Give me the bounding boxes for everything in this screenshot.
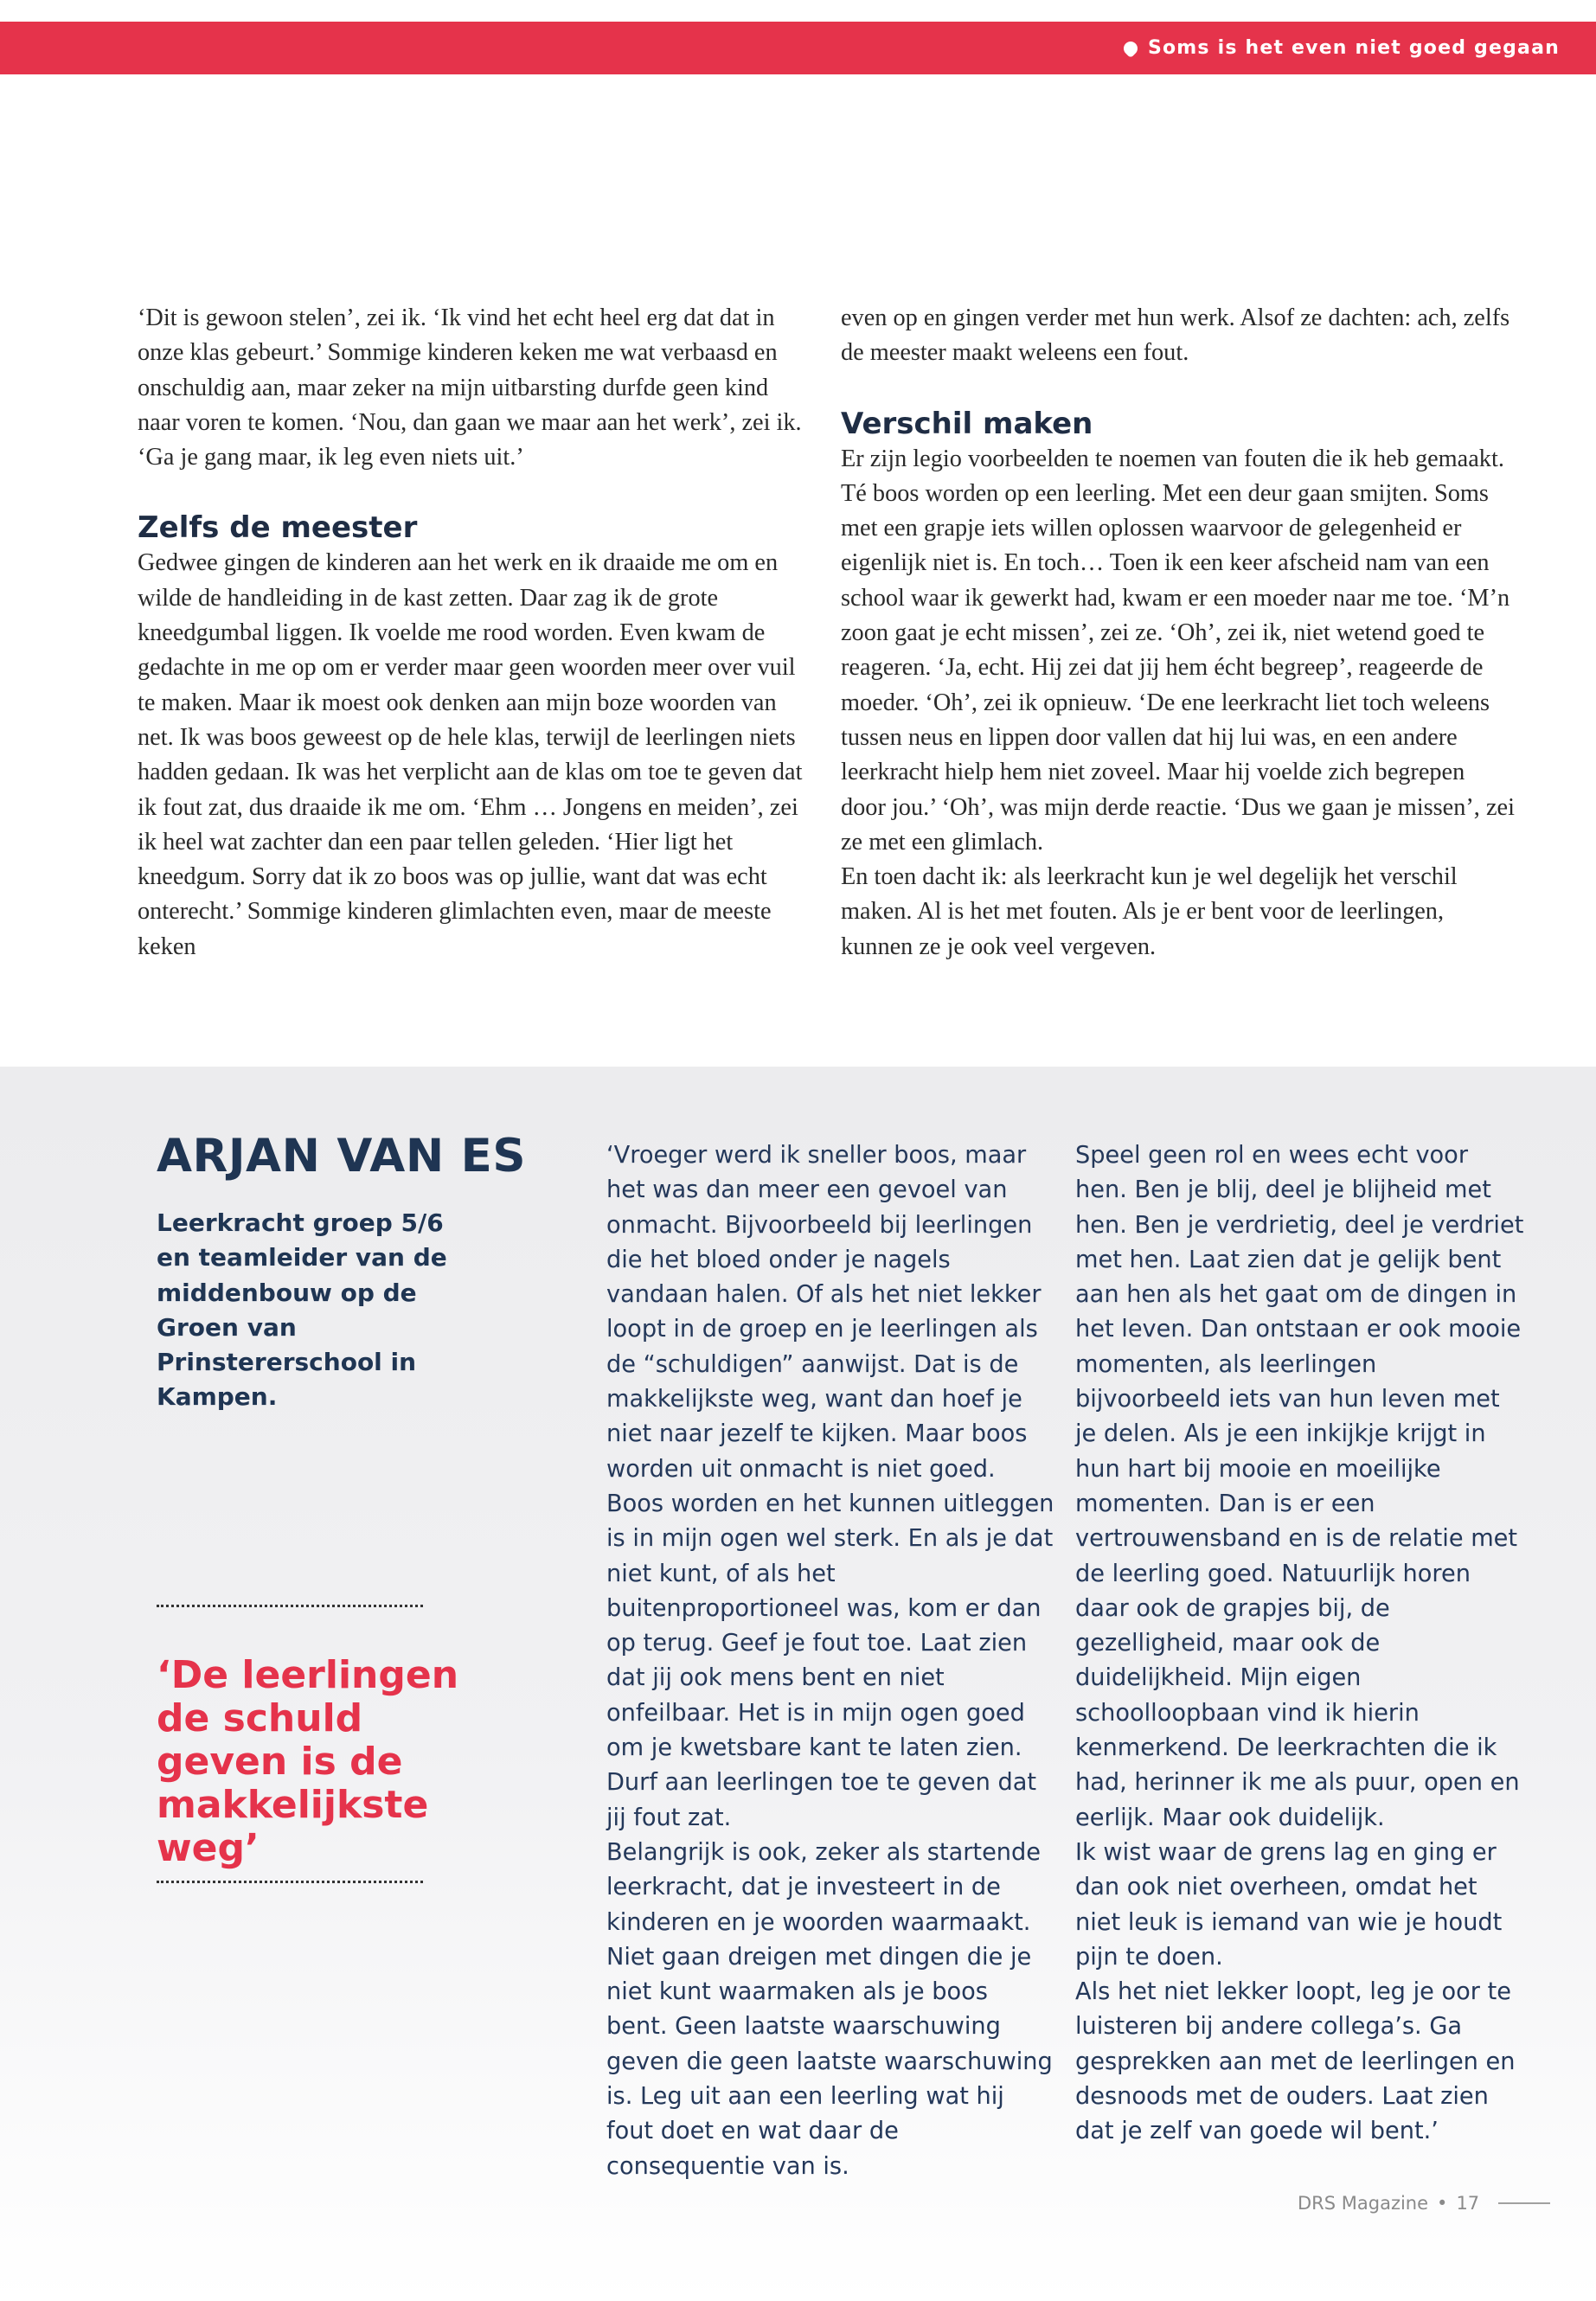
story-paragraph: En toen dacht ik: als leerkracht kun je wel degelijk het verschil maken. Al is het met fouten. Als je er bent voor de leerlingen, kunnen ze je ook veel vergeven. [841,863,1458,960]
story-paragraph: Gedwee gingen de kinderen aan het werk en ik draaide me om en wilde de handleiding in de kast zetten. Daar zag ik de grote kneedgumbal liggen. Ik voelde me rood worden. Even kwam de gedachte in me op om er verder maar geen woorden meer over vuil te maken. Maar ik moest ook denken aan mijn boze woorden van net. Ik was boos geweest op de hele klas, terwijl de leerlingen niets hadden gedaan. Ik was het verplicht aan de klas om toe te geven dat ik fout zat, dus draaide ik me om. ‘Ehm … Jongens en meiden’, zei ik heel wat zachter dan een paar tellen geleden. ‘Hier ligt het kneedgum. Sorry dat ik zo boos was op jullie, want dat was echt onterecht.’ Sommige kinderen glimlachten even, maar de meeste keken [138,549,803,960]
section-label-text: Soms is het even niet goed gegaan [1147,37,1560,59]
profile-role: Leerkracht groep 5/6 en teamleider van de middenbouw op de Groen van Prinstererschool in Kampen. [157,1208,447,1412]
heading-zelfs-de-meester: Zelfs de meester [138,510,418,546]
dotted-divider-top [157,1605,423,1607]
profile-paragraph: Belangrijk is ook, zeker als startende leerkracht, dat je investeert in de kinderen en je woorden waarmaakt. Niet gaan dreigen met dingen die je niet kunt waarmaken als je boos bent. Geen laatste waarschuwing geven die geen laatste waarschuwing is. Leg uit aan een leerling wat hij fout doet en wat daar de consequentie van is. [606,1838,1053,2180]
story-column-2 [841,301,1516,965]
page-footer [1298,2190,1596,2216]
profile-paragraph: Ik wist waar de grens lag en ging er dan ook niet overheen, omdat het niet leuk is iemand van wie je houdt pijn te doen. [1075,1838,1503,1971]
footer-rule [1498,2202,1550,2204]
pull-quote: ‘De leerlingen de schuld geven is de makkelijkste weg’ [157,1653,459,1870]
header-bar [0,22,1596,74]
section-label [1124,37,1560,59]
page-number: 17 [1456,2193,1480,2214]
profile-paragraph: Boos worden en het kunnen uitleggen is in mijn ogen wel sterk. En als je dat niet kunt, of als het buitenproportioneel was, kom er dan op terug. Geef je fout toe. Laat zien dat jij ook mens bent en niet onfeilbaar. Het is in mijn ogen goed om je kwetsbare kant te laten zien. Durf aan leerlingen toe te geven dat jij fout zat. [606,1490,1054,1831]
profile-column-2 [1075,1138,1525,2150]
magazine-name: DRS Magazine [1298,2193,1429,2214]
speech-bubble-icon [1121,38,1141,58]
story-paragraph: Er zijn legio voorbeelden te noemen van fouten die ik heb gemaakt. Té boos worden op een leerling. Met een deur gaan smijten. Soms met een grapje iets willen oplossen waarvoor de gelegenheid er eigenlijk niet is. En toch… Toen ik een keer afscheid nam van een school waar ik gewerkt had, kwam er een moeder naar me toe. ‘M’n zoon gaat je echt missen’, zei ze. ‘Oh’, zei ik, niet wetend goed te reageren. ‘Ja, echt. Hij zei dat jij hem écht begreep’, reageerde de moeder. ‘Oh’, zei ik opnieuw. ‘De ene leerkracht liet toch weleens tussen neus en lippen door vallen dat hij lui was, en een andere leerkracht hielp hem niet zoveel. Maar hij voelde zich begrepen door jou.’ ‘Oh’, was mijn derde reactie. ‘Dus we gaan je missen’, zei ze met een glimlach. [841,445,1515,856]
profile-name: ARJAN VAN ES [157,1130,526,1183]
profile-paragraph: ‘Vroeger werd ik sneller boos, maar het was dan meer een gevoel van onmacht. Bijvoorbeeld bij leerlingen die het bloed onder je nagels vandaan halen. Of als het niet lekker loopt in de groep en je leerlingen als de “schuldigen” aanwijst. Dat is de makkelijkste weg, want dan hoef je niet naar jezelf te kijken. Maar boos worden uit onmacht is niet goed. [606,1142,1042,1483]
profile-paragraph: Speel geen rol en wees echt voor hen. Ben je blij, deel je blijheid met hen. Ben je verdrietig, deel je verdriet met hen. Laat zien dat je gelijk bent aan hen als het gaat om de dingen in het leven. Dan ontstaan er ook mooie momenten, als leerlingen bijvoorbeeld iets van hun leven met je delen. Als je een inkijkje krijgt in hun hart bij mooie en moeilijke momenten. Dan is er een vertrouwensband en is de relatie met de leerling goed. Natuurlijk horen daar ook de grapjes bij, de gezelligheid, maar ook de duidelijkheid. Mijn eigen schoolloopbaan vind ik hierin kenmerkend. De leerkrachten die ik had, herinner ik me als puur, open en eerlijk. Maar ook duidelijk. [1075,1142,1524,1831]
footer-bullet: • [1437,2193,1448,2214]
heading-verschil-maken: Verschil maken [841,406,1093,441]
story-column-1 [138,301,812,965]
story-paragraph: ‘Dit is gewoon stelen’, zei ik. ‘Ik vind het echt heel erg dat dat in onze klas gebeurt.’ Sommige kinderen keken me wat verbaasd en onschuldig aan, maar zeker na mijn uitbarsting durfde geen kind naar voren te komen. ‘Nou, dan gaan we maar aan het werk’, zei ik. ‘Ga je gang maar, ik leg even niets uit.’ [138,304,802,471]
profile-column-1 [606,1138,1056,2184]
profile-paragraph: Als het niet lekker loopt, leg je oor te luisteren bij andere collega’s. Ga gesprekken aan met de leerlingen en desnoods met de ouders. Laat zien dat je zelf van goede wil bent.’ [1075,1978,1516,2145]
dotted-divider-bottom [157,1881,423,1883]
story-paragraph: even op en gingen verder met hun werk. Alsof ze dachten: ach, zelfs de meester maakt weleens een fout. [841,304,1510,367]
